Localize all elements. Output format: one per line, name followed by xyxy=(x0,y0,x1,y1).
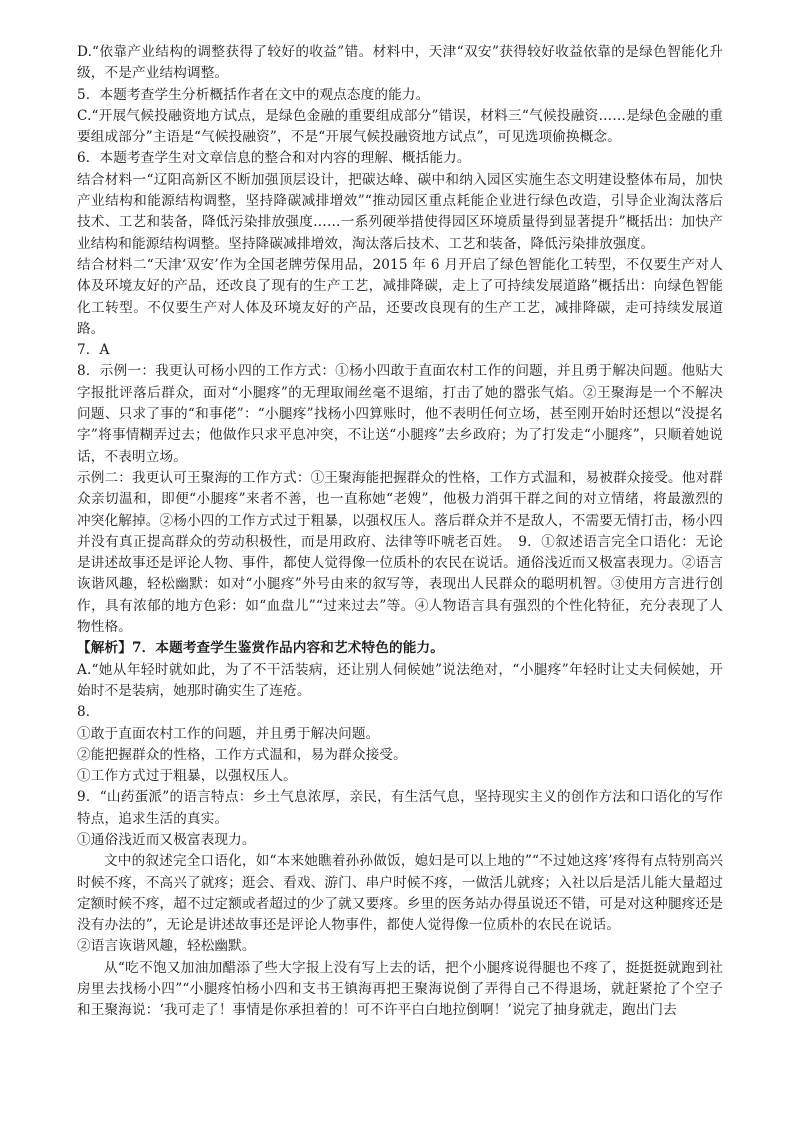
paragraph: A.“她从年轻时就如此，为了不干活装病，还让别人伺候她”说法绝对，“小腿疼”年轻时让丈夫伺候她，开始时不是装病，她那时确实生了连疮。 xyxy=(77,661,723,699)
paragraph: ①敢于直面农村工作的问题，并且勇于解决问题。 xyxy=(77,725,380,742)
analysis-heading: 【解析】7．本题考查学生鉴赏作品内容和艺术特色的能力。 xyxy=(77,640,444,657)
paragraph: 8． xyxy=(77,704,100,721)
paragraph: D.“依靠产业结构的调整获得了较好的收益”错。材料中，天津“双安”获得较好收益依靠的是绿色智能化升级，不是产业结构调整。 xyxy=(77,44,723,82)
paragraph: 9．“山药蛋派”的语言特点：乡土气息浓厚，亲民，有生活气息，坚持现实主义的创作方法和口语化的写作特点，追求生活的真实。 xyxy=(77,789,723,827)
paragraph: C.“开展气候投融资地方试点，是绿色金融的重要组成部分”错误，材料三“气候投融资……是绿色金融的重要组成部分”主语是“气候投融资”，不是“开展气候投融资地方试点”，可见选项偷换概念。 xyxy=(77,107,723,146)
paragraph: ②能把握群众的性格，工作方式温和，易为群众接受。 xyxy=(77,746,407,763)
paragraph: 结合材料一“辽阳高新区不断加强顶层设计，把碳达峰、碳中和纳入园区实施生态文明建设整体布局，加快产业结构和能源结构调整，坚持降碳减排增效”“推动园区重点耗能企业进行绿色改造，引导企业淘汰落后技术、工艺和装备，降低污染排放强度……一系列硬举措使得园区环境质量得到显著提升”概括出：加快产业结构和能源结构调整。坚持降碳减排增效，淘汰落后技术、工艺和装备，降低污染排放强度。 xyxy=(77,171,723,252)
paragraph: 文中的叙述完全口语化，如“本来她瞧着孙孙做饭，媳妇是可以上地的”“不过她这疼’疼得有点特别高兴时候不疼，不高兴了就疼；逛会、看戏、游门、串户时候不疼，一做活儿就疼；入社以后是活儿能大量超过定额时候不疼，超不过定额或者超过的少了就又要疼。乡里的医务站办得虽说还不错，可是对这种腿疼还是没有办法的”，无论是讲述故事还是评论人物事件，都使人觉得像一位质朴的农民在说话。 xyxy=(77,853,723,934)
paragraph: ①工作方式过于粗暴，以强权压人。 xyxy=(77,768,297,785)
answer-explanation-text xyxy=(77,42,723,1022)
paragraph: 6．本题考查学生对文章信息的整合和对内容的理解、概括能力。 xyxy=(77,150,471,167)
paragraph: 7．A xyxy=(77,342,110,359)
paragraph: 8．示例一：我更认可杨小四的工作方式：①杨小四敢于直面农村工作的问题，并且勇于解决问题。他贴大字报批评落后群众，面对“小腿疼”的无理取闹丝毫不退缩，打击了她的嚣张气焰。②王聚海是一个不解决问题、只求了事的“和事佬”：“小腿疼”找杨小四算账时，他不表明任何立场，甚至刚开始时还想以“没提名字”将事情糊弄过去；他做作只求平息冲突，不让送“小腿疼”去乡政府；为了打发走“小腿疼”，只顺着她说话，不表明立场。 xyxy=(77,363,723,465)
paragraph: 示例二：我更认可王聚海的工作方式：①王聚海能把握群众的性格，工作方式温和，易被群众接受。他对群众亲切温和，即便“小腿疼”来者不善，也一直称她“老嫂”，他极力消弭干群之间的对立情绪，将最激烈的冲突化解掉。②杨小四的工作方式过于粗暴，以强权压人。落后群众并不是敌人，不需要无情打击，杨小四并没有真正提高群众的劳动积极性，而是用政府、法律等吓唬老百姓。 9．①叙述语言完全口语化：无论是讲述故事还是评论人物、事件，都使人觉得像一位质朴的农民在说话。通俗浅近而又极富表现力。②语言诙谐风趣，轻松幽默：如对“小腿疼”外号由来的叙写等，表现出人民群众的聪明机智。③使用方言进行创作，具有浓郁的地方色彩：如“血盘儿”“过来过去”等。④人物语言具有强烈的个性化特征，充分表现了人物性格。 xyxy=(77,469,723,636)
paragraph: ①通俗浅近而又极富表现力。 xyxy=(77,831,256,848)
paragraph: 结合材料二“天津‘双安’作为全国老牌劳保用品，2015 年 6 月开启了绿色智能化工转型，不仅要生产对人体及环境友好的产品，还改良了现有的生产工艺，减排降碳，走上了可持续发展道路”概括出：向绿色智能化工转型。不仅要生产对人体及环境友好的产品，还要改良现有的生产工艺，减排降碳，走可持续发展道路。 xyxy=(77,256,723,337)
paragraph: 5．本题考查学生分析概括作者在文中的观点态度的能力。 xyxy=(77,86,430,103)
paragraph: ②语言诙谐风趣，轻松幽默。 xyxy=(77,938,256,955)
paragraph: 从“吃不饱又加油加醋添了些大字报上没有写上去的话，把个小腿疼说得腿也不疼了，挺挺挺就跑到社房里去找杨小四”“小腿疼怕杨小四和支书王镇海再把王聚海说倒了弄得自己不得退场，就赶紧抢了个空子和王聚海说：‘我可走了！事情是你承担着的！可不许平白白地拉倒啊！’说完了抽身就走，跑出门去 xyxy=(77,959,723,1019)
